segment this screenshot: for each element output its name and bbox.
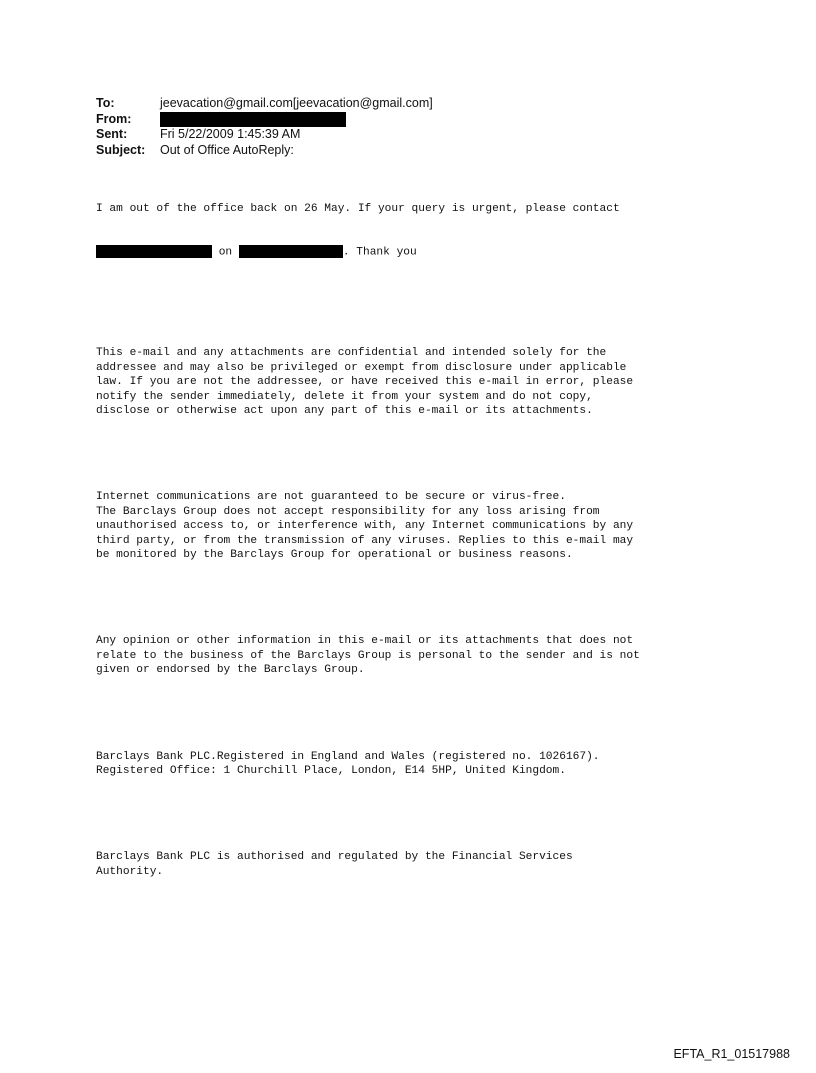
autoreply-line-2 xyxy=(96,245,736,260)
subject-row xyxy=(96,143,433,159)
sent-row xyxy=(96,127,433,143)
document-id: EFTA_R1_01517988 xyxy=(673,1047,790,1061)
from-redaction xyxy=(160,112,346,127)
to-value: jeevacation@gmail.com[jeevacation@gmail.com] xyxy=(160,96,433,110)
from-row xyxy=(96,112,433,128)
autoreply-line-1: I am out of the office back on 26 May. If your query is urgent, please contact xyxy=(96,202,620,215)
autoreply-thanks-text: . Thank you xyxy=(342,246,417,259)
to-label: To: xyxy=(96,96,115,110)
to-row xyxy=(96,96,433,112)
regulation-notice: Barclays Bank PLC is authorised and regulated by the Financial Services Authority. xyxy=(96,851,573,878)
contact-phone-redaction xyxy=(239,245,343,258)
sent-label: Sent: xyxy=(96,127,128,141)
registration-notice: Barclays Bank PLC.Registered in England and Wales (registered no. 1026167). Registered Office: 1 Churchill Place, London, E14 5HP, United Kingdom. xyxy=(96,750,600,778)
autoreply-on-text: on xyxy=(212,246,239,259)
email-header xyxy=(96,96,433,158)
from-label: From: xyxy=(96,111,132,126)
subject-value: Out of Office AutoReply: xyxy=(160,142,294,157)
internet-disclaimer: Internet communications are not guaranteed to be secure or virus-free. The Barclays Group does not accept responsibility for any loss arising from unauthorised access to, or interference with, any Internet communications by any third party, or from the transmission of any viruses. Replies to this e-mail may be monitored by the Barclays Group for operational or business reasons. xyxy=(96,491,634,561)
contact-name-redaction xyxy=(96,245,212,258)
sent-value: Fri 5/22/2009 1:45:39 AM xyxy=(160,127,301,141)
subject-label: Subject: xyxy=(96,142,146,157)
confidentiality-disclaimer: This e-mail and any attachments are confidential and intended solely for the addressee and may also be privileged or exempt from disclosure under applicable law. If you are not the addressee, or have received this e-mail in error, please notify the sender immediately, delete it from your system and do not copy, disclose or otherwise act upon any part of this e-mail or its attachments. xyxy=(96,347,634,417)
email-body xyxy=(96,173,736,894)
opinion-disclaimer: Any opinion or other information in this e-mail or its attachments that does not relate to the business of the Barclays Group is personal to the sender and is not given or endorsed by the Barclays Group. xyxy=(96,635,640,677)
